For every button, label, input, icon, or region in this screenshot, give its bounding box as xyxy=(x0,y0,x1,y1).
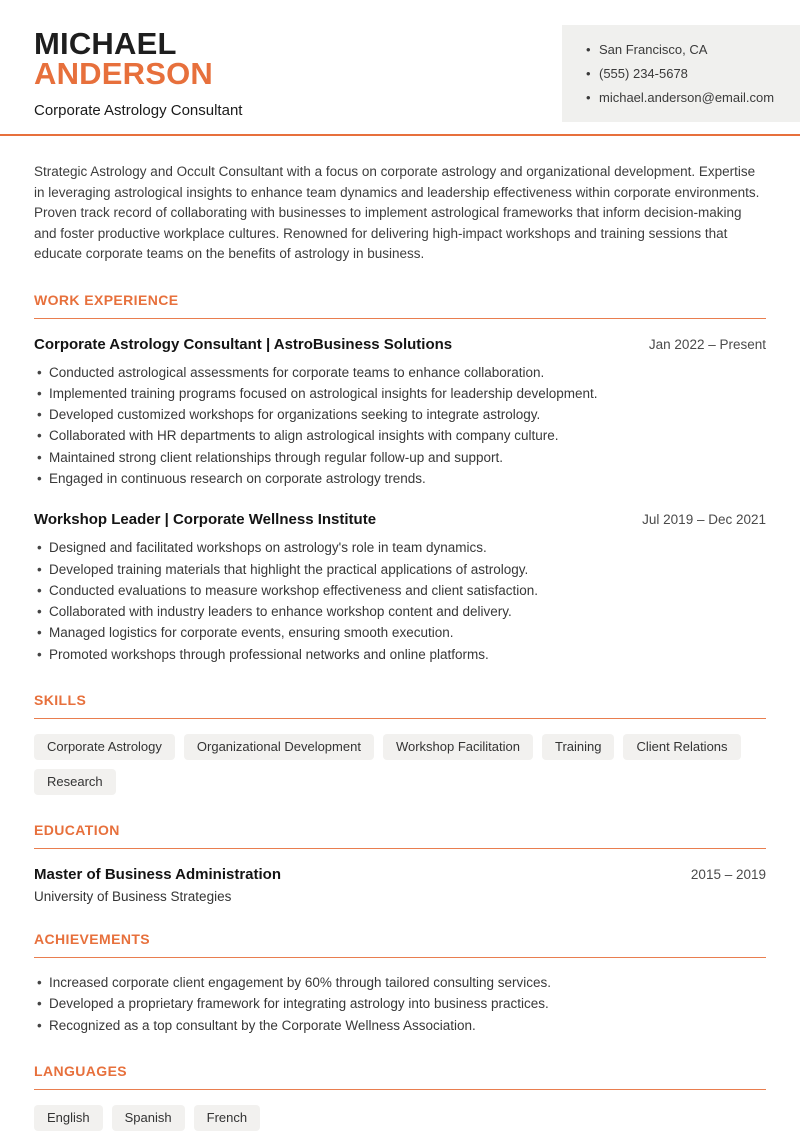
section-rule xyxy=(34,848,766,849)
header-divider xyxy=(0,134,800,136)
section-work-experience xyxy=(34,292,766,666)
section-rule xyxy=(34,718,766,719)
job-bullet: • Conducted astrological assessments for corporate teams to enhance collaboration. xyxy=(34,362,766,383)
job-bullet: • Implemented training programs focused on astrological insights for leadership development. xyxy=(34,383,766,404)
contact-item: • michael.anderson@email.com xyxy=(586,90,790,105)
skill-tag: Organizational Development xyxy=(184,734,374,760)
section-skills xyxy=(34,692,766,795)
section-education xyxy=(34,822,766,904)
achievements-bullet-list xyxy=(34,972,766,1036)
job-title: Corporate Astrology Consultant | AstroBusiness Solutions xyxy=(34,335,453,353)
job-bullet-list xyxy=(34,537,766,665)
education-entry-header xyxy=(34,866,766,883)
education-heading: EDUCATION xyxy=(34,822,120,839)
section-achievements xyxy=(34,931,766,1036)
achievement-bullet: • Developed a proprietary framework for integrating astrology into business practices. xyxy=(34,993,766,1014)
degree-title: Master of Business Administration xyxy=(34,866,281,884)
contact-item: • San Francisco, CA xyxy=(586,42,790,57)
job-bullet: • Maintained strong client relationships through regular follow-up and support. xyxy=(34,447,766,468)
work-experience-heading: WORK EXPERIENCE xyxy=(34,291,179,308)
job-bullet: • Engaged in continuous research on corporate astrology trends. xyxy=(34,468,766,489)
languages-heading: LANGUAGES xyxy=(34,1062,128,1079)
school-name: University of Business Strategies xyxy=(34,889,232,905)
section-rule xyxy=(34,1089,766,1090)
contact-card xyxy=(562,25,800,122)
education-dates: 2015 – 2019 xyxy=(690,867,766,883)
skill-tag: Corporate Astrology xyxy=(34,734,175,760)
job-bullet: • Conducted evaluations to measure workshop effectiveness and client satisfaction. xyxy=(34,580,766,601)
job-bullet: • Developed training materials that highlight the practical applications of astrology. xyxy=(34,559,766,580)
candidate-first-name: MICHAEL xyxy=(34,26,177,61)
achievement-bullet: • Increased corporate client engagement by 60% through tailored consulting services. xyxy=(34,972,766,993)
skill-tag: Workshop Facilitation xyxy=(383,734,533,760)
language-tag: Spanish xyxy=(112,1105,185,1131)
language-tag: French xyxy=(194,1105,260,1131)
skill-tag: Training xyxy=(542,734,614,760)
job-entry-header xyxy=(34,336,766,353)
job-dates: Jul 2019 – Dec 2021 xyxy=(642,512,766,528)
language-tag: English xyxy=(34,1105,103,1131)
job-title: Workshop Leader | Corporate Wellness Institute xyxy=(34,511,377,529)
achievements-heading: ACHIEVEMENTS xyxy=(34,931,151,948)
professional-summary: Strategic Astrology and Occult Consultant with a focus on corporate astrology and organizational development. Expertise in leveraging astrological insights to enhance team dynamics and leadership effectiveness within corporate environments. Proven track record of collaborating with businesses to implement astrological frameworks that inform decision-making and foster productive workplace cultures. Renowned for delivering high-impact workshops and training sessions that educate corporate teams on the benefits of astrology in business. xyxy=(34,164,760,261)
candidate-last-name: ANDERSON xyxy=(34,56,214,91)
section-rule xyxy=(34,957,766,958)
job-bullet: • Collaborated with industry leaders to enhance workshop content and delivery. xyxy=(34,601,766,622)
job-bullet-list xyxy=(34,362,766,490)
skill-tag: Client Relations xyxy=(623,734,740,760)
job-entry-header xyxy=(34,511,766,528)
resume-header xyxy=(0,0,800,134)
job-bullet: • Designed and facilitated workshops on astrology's role in team dynamics. xyxy=(34,537,766,558)
candidate-job-title: Corporate Astrology Consultant xyxy=(34,102,243,119)
job-bullet: • Promoted workshops through professional networks and online platforms. xyxy=(34,644,766,665)
resume-body xyxy=(0,162,800,1131)
skills-tag-list xyxy=(34,734,766,795)
job-dates: Jan 2022 – Present xyxy=(648,336,766,352)
contact-item: • (555) 234-5678 xyxy=(586,66,790,81)
skill-tag: Research xyxy=(34,769,116,795)
skills-heading: SKILLS xyxy=(34,692,87,709)
section-rule xyxy=(34,318,766,319)
job-bullet: • Developed customized workshops for organizations seeking to integrate astrology. xyxy=(34,404,766,425)
achievement-bullet: • Recognized as a top consultant by the Corporate Wellness Association. xyxy=(34,1015,766,1036)
job-bullet: • Collaborated with HR departments to align astrological insights with company culture. xyxy=(34,425,766,446)
job-bullet: • Managed logistics for corporate events, ensuring smooth execution. xyxy=(34,622,766,643)
section-languages xyxy=(34,1063,766,1131)
contact-list xyxy=(586,42,790,105)
languages-tag-list xyxy=(34,1105,766,1131)
